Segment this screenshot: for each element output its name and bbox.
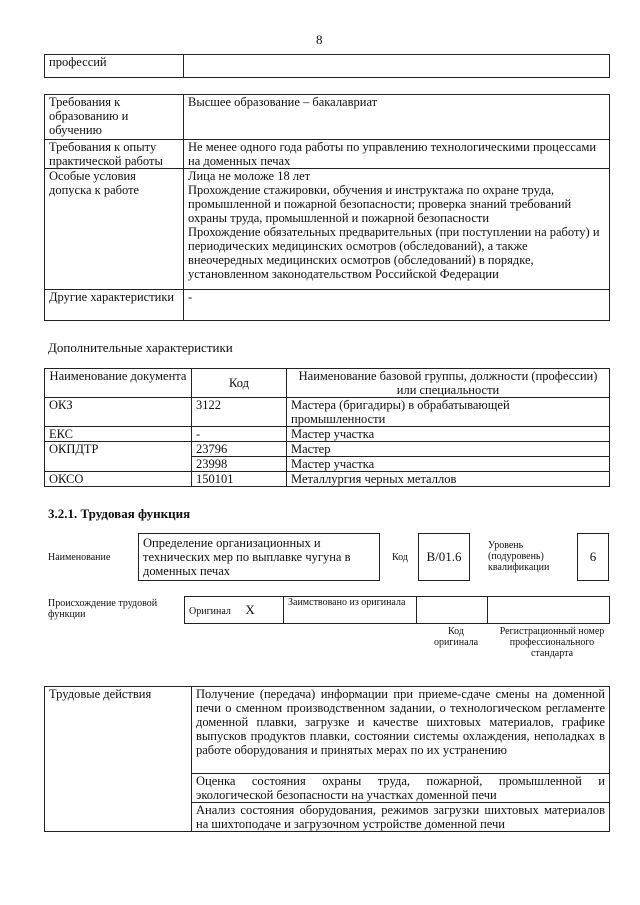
name-cell: Мастер	[287, 442, 610, 457]
additional-title: Дополнительные характеристики	[48, 340, 233, 355]
req-label: Особые условия допуска к работе	[45, 169, 184, 290]
action-item: Анализ состояния оборудования, режимов загрузки шихтовых материалов на шихтоподаче и загрузочном устройстве доменной печи	[192, 803, 610, 832]
req-value	[184, 169, 610, 290]
top-table-cell: профессий	[45, 55, 184, 78]
req-label: Другие характеристики	[45, 290, 184, 321]
doc-cell: ОКПДТР	[45, 442, 192, 472]
requirements-table	[44, 94, 610, 321]
table-row	[45, 442, 610, 457]
doc-cell: ОКЗ	[45, 398, 192, 427]
origin-code-cell	[417, 597, 488, 624]
code-cell: 3122	[192, 398, 287, 427]
origin-original-text: Оригинал	[189, 605, 231, 617]
function-heading: 3.2.1. Трудовая функция	[48, 506, 191, 521]
table-row	[45, 169, 610, 290]
table-row	[45, 472, 610, 487]
code-cell: 23998	[192, 457, 287, 472]
origin-reg-cell	[488, 597, 610, 624]
table-row	[45, 140, 610, 169]
req-line: Прохождение стажировки, обучения и инструктажа по охране труда, промышленной и пожарной безопасности; проверка знаний требований охраны труда, промышленной и пожарной безопасности	[188, 183, 572, 225]
function-code-value: B/01.6	[426, 549, 462, 564]
origin-original-label	[185, 597, 284, 624]
req-value: Не менее одного года работы по управлению технологическими процессами на доменных печах	[184, 140, 610, 169]
actions-label: Трудовые действия	[45, 687, 192, 832]
req-label: Требования к образованию и обучению	[45, 95, 184, 140]
req-line: Прохождение обязательных предварительных (при поступлении на работу) и периодических медицинских осмотров (обследований), а также внеочередных медицинских осмотров (обследований) в порядке, установленном законодательством Российской Федерации	[188, 225, 600, 281]
function-name-box	[138, 533, 380, 581]
origin-reg-caption: Регистрационный номер профессионального стандарта	[499, 626, 605, 659]
function-level-value: 6	[589, 549, 597, 564]
function-code-box	[418, 533, 470, 581]
req-line: Лица не моложе 18 лет	[188, 169, 311, 183]
table-row	[45, 687, 610, 774]
actions-table	[44, 686, 610, 832]
col-header-code: Код	[192, 369, 287, 398]
code-cell: -	[192, 427, 287, 442]
origin-borrowed-label: Заимствовано из оригинала	[284, 597, 417, 624]
top-table-empty	[184, 55, 610, 78]
action-item: Оценка состояния охраны труда, пожарной, промышленной и экологической безопасности на участках доменной печи	[192, 774, 610, 803]
table-row	[45, 290, 610, 321]
function-level-box	[577, 533, 609, 581]
req-value: -	[184, 290, 610, 321]
doc-cell: ОКСО	[45, 472, 192, 487]
name-cell: Мастер участка	[287, 427, 610, 442]
function-name-value: Определение организационных и технических мер по выплавке чугуна в доменных печах	[143, 536, 351, 578]
table-row	[45, 55, 610, 78]
col-header-name: Наименование базовой группы, должности (профессии) или специальности	[287, 369, 610, 398]
table-row	[45, 427, 610, 442]
name-cell: Мастер участка	[287, 457, 610, 472]
table-row	[45, 95, 610, 140]
origin-code-caption: Код оригинала	[433, 626, 479, 648]
additional-table	[44, 368, 610, 487]
name-cell: Мастера (бригадиры) в обрабатывающей промышленности	[287, 398, 610, 427]
function-level-label: Уровень (подуровень) квалификации	[488, 540, 550, 573]
code-cell: 23796	[192, 442, 287, 457]
code-cell: 150101	[192, 472, 287, 487]
page-number: 8	[316, 32, 323, 47]
doc-cell: ЕКС	[45, 427, 192, 442]
req-value: Высшее образование – бакалавриат	[184, 95, 610, 140]
req-label: Требования к опыту практической работы	[45, 140, 184, 169]
name-cell: Металлургия черных металлов	[287, 472, 610, 487]
table-row	[45, 398, 610, 427]
table-row	[185, 597, 610, 624]
action-item: Получение (передача) информации при приеме-сдаче смены на доменной печи о сменном производственном задании, о технологическом регламенте доменной плавки, загрузке и качестве шихтовых материалов, графике выпусков продуктов плавки, состоянии системы охлаждения, неполадках в работе оборудования и принятых мерах по их устранению	[192, 687, 610, 774]
function-code-label: Код	[392, 552, 408, 563]
origin-table	[184, 596, 610, 624]
col-header-doc: Наименование документа	[45, 369, 192, 398]
table-row	[45, 369, 610, 398]
top-table	[44, 54, 610, 78]
origin-original-mark: X	[245, 601, 255, 617]
origin-label: Происхождение трудовой функции	[48, 598, 158, 620]
function-name-label: Наименование	[48, 552, 111, 563]
